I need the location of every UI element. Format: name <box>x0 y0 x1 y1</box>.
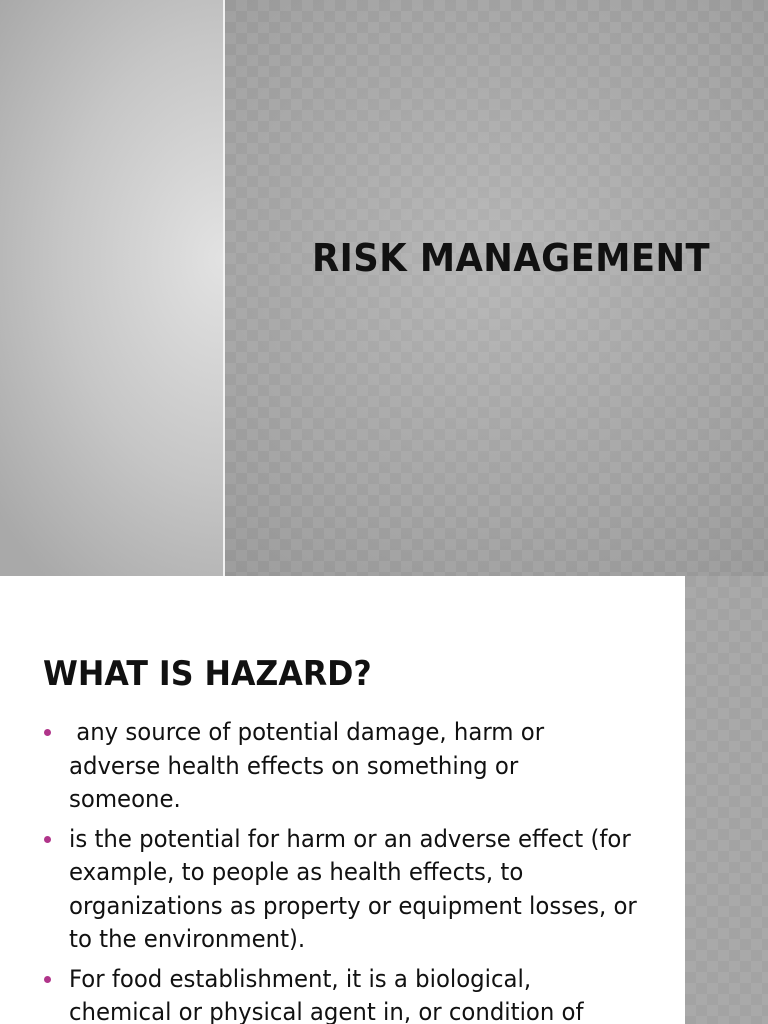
bullet-icon <box>44 976 51 983</box>
slide-title: RISK MANAGEMENT <box>312 236 711 280</box>
left-gradient-panel <box>0 0 223 576</box>
diamond-pattern-panel <box>225 0 768 576</box>
bullet-text: For food establishment, it is a biological, chemical or physical agent in, or condition of <box>69 964 584 1024</box>
bullet-text: is the potential for harm or an adverse effect (for example, to people as health effects, to organizations as property or equipment losses, or to the environment). <box>69 824 637 953</box>
list-item <box>42 963 652 1024</box>
content-slide <box>0 576 768 1024</box>
bullet-text: any source of potential damage, harm or adverse health effects on something or someone. <box>69 718 552 813</box>
list-item <box>42 823 652 957</box>
slide-heading: WHAT IS HAZARD? <box>43 654 372 694</box>
list-item <box>42 716 652 817</box>
bullet-icon <box>44 729 51 736</box>
bullet-list <box>42 716 652 1024</box>
bullet-icon <box>44 836 51 843</box>
diamond-pattern-strip <box>685 576 768 1024</box>
